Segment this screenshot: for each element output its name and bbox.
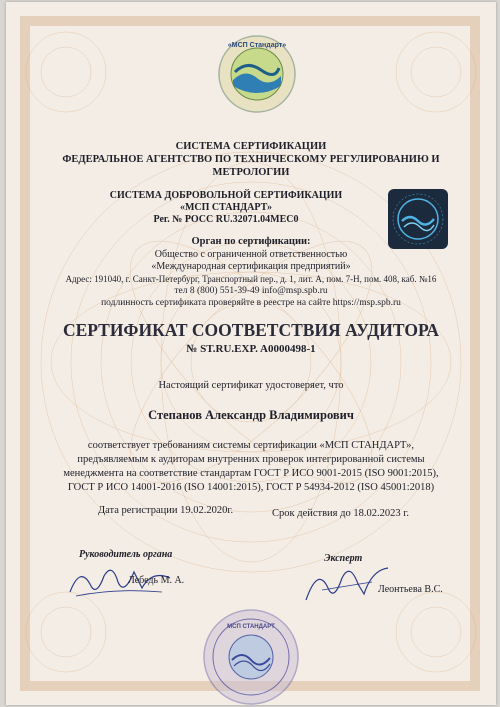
system-title: СИСТЕМА СЕРТИФИКАЦИИ — [175, 141, 327, 152]
certificate-title: СЕРТИФИКАТ СООТВЕТСТВИЯ АУДИТОРА — [62, 320, 440, 340]
registry-note: подлинность сертификата проверяйте в реестре на сайте https://msp.spb.ru — [101, 298, 401, 308]
voluntary-system-name: «МСП СТАНДАРТ» — [179, 202, 273, 213]
body-line-1: соответствует требованиям системы сертификации «МСП СТАНДАРТ», — [87, 440, 415, 451]
organ-contacts: тел 8 (800) 551-39-49 info@msp.spb.ru — [174, 286, 328, 296]
auditor-name: Степанов Александр Владимирович — [148, 408, 354, 422]
body-line-2: предъявляемым к аудиторам внутренних проверок интегрированной системы — [77, 454, 425, 465]
expert-label: Эксперт — [324, 553, 363, 564]
organ-address: Адрес: 191040, г. Санкт-Петербург, Транспортный пер., д. 1, лит. А, пом. 7-Н, пом. 408, каб. №16 — [65, 274, 437, 284]
registration-number: Рег. № РОСС RU.32071.04МЕС0 — [153, 214, 299, 225]
organ-seal — [202, 608, 300, 705]
head-name: Лебедь М. А. — [128, 575, 185, 586]
logo-top-label: «МСП Стандарт» — [227, 42, 287, 49]
head-of-organ-label: Руководитель органа — [79, 549, 173, 560]
body-line-4: ГОСТ Р ИСО 14001-2016 (ISO 14001:2015), ГОСТ Р 54934-2012 (ISO 45001:2018) — [67, 482, 435, 493]
agency-line: ФЕДЕРАЛЬНОЕ АГЕНТСТВО ПО ТЕХНИЧЕСКОМУ РЕГУЛИРОВАНИЮ И — [62, 154, 440, 165]
organ-line-2: «Международная сертификация предприятий» — [151, 261, 351, 272]
organ-line-1: Общество с ограниченной ответственностью — [154, 249, 348, 260]
body-line-3: менеджмента на соответствие стандартам ГОСТ Р ИСО 9001-2015 (ISO 9001:2015), — [63, 468, 439, 479]
organ-title: Орган по сертификации: — [191, 236, 311, 247]
agency-line-2: МЕТРОЛОГИИ — [212, 167, 290, 178]
expert-name: Леонтьева В.С. — [378, 584, 443, 595]
validity-date: Срок действия до 18.02.2023 г. — [272, 508, 409, 519]
msp-standard-logo — [217, 34, 297, 114]
certificate-intro: Настоящий сертификат удостоверяет, что — [158, 380, 344, 391]
seal-label: МСП СТАНДАРТ — [227, 624, 275, 630]
voluntary-system-title: СИСТЕМА ДОБРОВОЛЬНОЙ СЕРТИФИКАЦИИ — [109, 190, 343, 201]
certificate-number: № ST.RU.EXP. A0000498-1 — [186, 343, 316, 355]
registration-date: Дата регистрации 19.02.2020г. — [98, 505, 234, 516]
certificate-sheet — [6, 2, 496, 705]
